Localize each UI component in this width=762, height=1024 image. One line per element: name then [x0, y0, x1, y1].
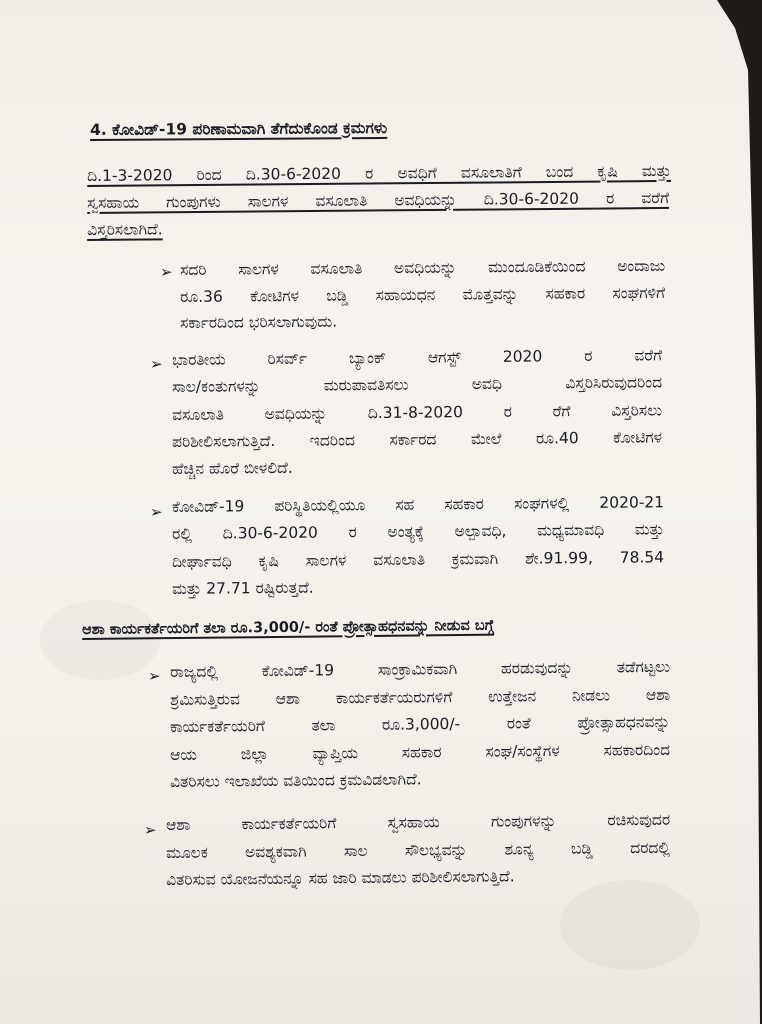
bullet-arrow-icon: ➢	[144, 821, 157, 839]
bullet-line: ವಿತರಿಸುವ ಯೋಜನೆಯನ್ನೂ ಸಹ ಜಾರಿ ಮಾಡಲು ಪರಿಶೀಲಿಸಲಾಗುತ್ತಿದೆ.	[166, 867, 515, 889]
bullet-line: ಸರ್ಕಾರದಿಂದ ಭರಿಸಲಾಗುವುದು.	[180, 312, 338, 332]
bullet-line: ದೀರ್ಘಾವಧಿ ಕೃಷಿ ಸಾಲಗಳ ವಸೂಲಾತಿ ಕ್ರಮವಾಗಿ ಶೇ.91.99, 78.54	[172, 548, 665, 571]
intro-line: ದಿ.1-3-2020 ರಿಂದ ದಿ.30-6-2020 ರ ಅವಧಿಗೆ ವಸೂಲಾತಿಗೆ ಬಂದ ಕೃಷಿ ಮತ್ತು	[87, 161, 672, 185]
bullet-line: ಕೋವಿಡ್-19 ಪರಿಸ್ಥಿತಿಯಲ್ಲಿಯೂ ಸಹ ಸಹಕಾರ ಸಂಘಗಳಲ್ಲಿ 2020-21	[172, 493, 665, 516]
bullet-line: ಶ್ರಮಿಸುತ್ತಿರುವ ಆಶಾ ಕಾರ್ಯಕರ್ತೆಯರುಗಳಿಗೆ ಉತ್ತೇಜನ ನೀಡಲು ಆಶಾ	[170, 685, 671, 709]
bullet-line: ರಲ್ಲಿ ದಿ.30-6-2020 ರ ಅಂತ್ಯಕ್ಕೆ ಅಲ್ಪಾವಧಿ, ಮಧ್ಯಮಾವಧಿ ಮತ್ತು	[172, 520, 665, 543]
bullet-line: ಮತ್ತು 27.71 ರಷ್ಟಿರುತ್ತದೆ.	[172, 578, 314, 598]
bullet-line: ಆಶಾ ಕಾರ್ಯಕರ್ತೆಯರಿಗೆ ಸ್ವಸಹಾಯ ಗುಂಪುಗಳನ್ನು ರಚಿಸುವುದರ	[166, 810, 671, 834]
bullet-arrow-icon: ➢	[150, 355, 163, 373]
bullet-line: ಸದರಿ ಸಾಲಗಳ ವಸೂಲಾತಿ ಅವಧಿಯನ್ನು ಮುಂದೂಡಿಕೆಯಿಂದ ಅಂದಾಜು	[180, 256, 666, 279]
bullet-line: ರೂ.36 ಕೋಟಿಗಳ ಬಡ್ಡಿ ಸಹಾಯಧನ ಮೊತ್ತವನ್ನು ಸಹಕಾರ ಸಂಘಗಳಿಗೆ	[180, 283, 666, 306]
section-heading: 4. ಕೋವಿಡ್-19 ಪರಿಣಾಮವಾಗಿ ತೆಗೆದುಕೊಂಡ ಕ್ರಮಗಳು	[90, 118, 388, 139]
bullet-line: ರಾಜ್ಯದಲ್ಲಿ ಕೋವಿಡ್-19 ಸಾಂಕ್ರಾಮಿಕವಾಗಿ ಹರಡುವುದನ್ನು ತಡೆಗಟ್ಟಲು	[170, 657, 671, 681]
bullet-line: ಆಯ ಜಿಲ್ಲಾ ವ್ಯಾಪ್ತಿಯ ಸಹಕಾರ ಸಂಘ/ಸಂಸ್ಥೆಗಳ ಸಹಕಾರದಿಂದ	[170, 740, 671, 764]
bullet-line: ಹೆಚ್ಚಿನ ಹೊರೆ ಬೀಳಲಿದೆ.	[172, 458, 293, 478]
bullet-line: ಪರಿಶೀಲಿಸಲಾಗುತ್ತಿದೆ. ಇದರಿಂದ ಸರ್ಕಾರದ ಮೇಲೆ ರೂ.40 ಕೋಟಿಗಳ	[172, 428, 663, 451]
bullet-arrow-icon: ➢	[160, 263, 173, 281]
intro-line: ಸ್ವಸಹಾಯ ಗುಂಪುಗಳು ಸಾಲಗಳ ವಸೂಲಾತಿ ಅವಧಿಯನ್ನು ದಿ.30-6-2020 ರ ವರೆಗೆ	[87, 188, 670, 212]
bullet-line: ಭಾರತೀಯ ರಿಸರ್ವ್ ಬ್ಯಾಂಕ್ ಆಗಸ್ಟ್ 2020 ರ ವರೆಗೆ	[172, 346, 663, 369]
bullet-line: ವಿತರಿಸಲು ಇಲಾಖೆಯ ವತಿಯಿಂದ ಕ್ರಮವಿಡಲಾಗಿದೆ.	[170, 770, 422, 791]
bullet-line: ಕಾರ್ಯಕರ್ತೆಯರಿಗೆ ತಲಾ ರೂ.3,000/- ರಂತೆ ಪ್ರೋತ್ಸಾಹಧನವನ್ನು	[170, 712, 671, 736]
bullet-arrow-icon: ➢	[150, 503, 163, 521]
bullet-line: ವಸೂಲಾತಿ ಅವಧಿಯನ್ನು ದಿ.31-8-2020 ರ ರೆಗೆ ವಿಸ್ತರಿಸಲು	[172, 401, 663, 424]
bullet-line: ಸಾಲ/ಕಂತುಗಳನ್ನು ಮರುಪಾವತಿಸಲು ಅವಧಿ ವಿಸ್ತರಿಸಿರುವುದರಿಂದ	[172, 373, 663, 396]
intro-line: ವಿಸ್ತರಿಸಲಾಗಿದೆ.	[87, 220, 163, 239]
asha-section-heading: ಆಶಾ ಕಾರ್ಯಕರ್ತೆಯರಿಗೆ ತಲಾ ರೂ.3,000/- ರಂತೆ ಪ್ರೋತ್ಸಾಹಧನವನ್ನು ನೀಡುವ ಬಗ್ಗೆ	[82, 617, 495, 638]
bullet-line: ಮೂಲಕ ಅವಶ್ಯಕವಾಗಿ ಸಾಲ ಸೌಲಭ್ಯವನ್ನು ಶೂನ್ಯ ಬಡ್ಡಿ ದರದಲ್ಲಿ	[166, 838, 671, 862]
bullet-arrow-icon: ➢	[148, 667, 161, 685]
